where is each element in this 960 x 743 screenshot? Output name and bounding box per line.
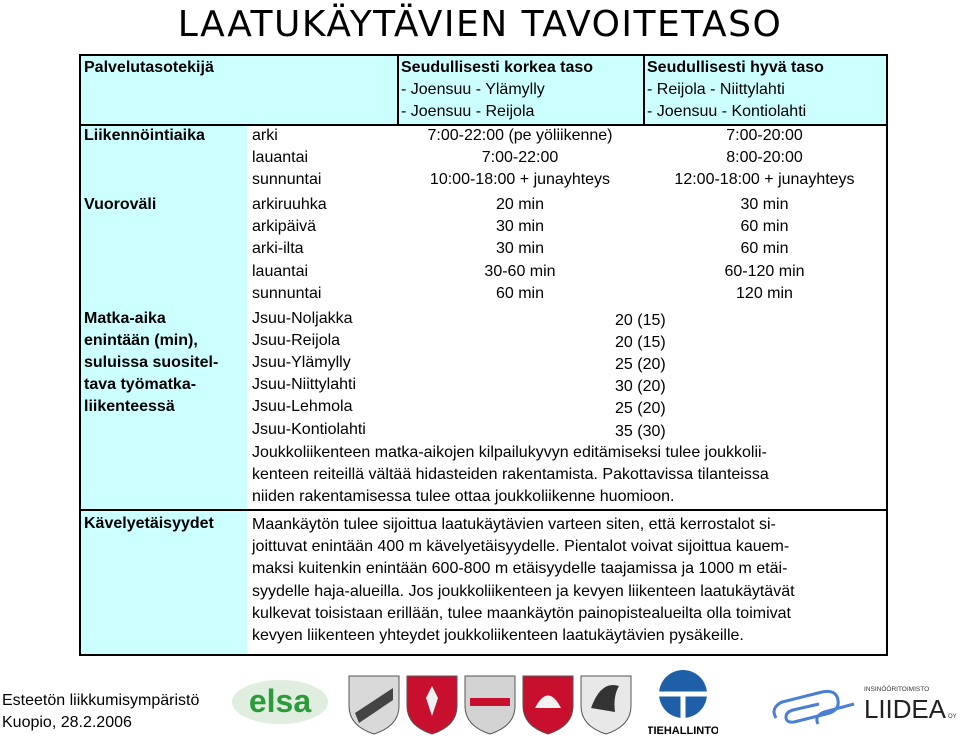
liidea-logo-text: LIIDEA <box>864 694 946 724</box>
travel-route: Jsuu-Niittylahti <box>252 376 357 393</box>
header-col-divider-1 <box>397 56 399 126</box>
travel-time-value: 20 (15) <box>615 334 666 351</box>
headway-high: 60 min <box>495 285 545 302</box>
headway-high: 30 min <box>495 240 545 257</box>
operating-day: arki <box>252 127 278 144</box>
operating-day: lauantai <box>252 149 309 166</box>
walking-distance-text: kulkevat toisistaan erillään, tulee maankäytön painopistealueilta olla toimivat <box>252 605 791 622</box>
header-good-route-1: - Reijola - Niittylahti <box>647 81 785 98</box>
paperclip-icon <box>768 686 868 737</box>
walking-distance-text: kevyen liikenteen yhteydet joukkoliikenteen laatukäytävien pysäkeille. <box>252 627 744 644</box>
tiehallinto-logo <box>648 668 718 743</box>
headway-good: 60 min <box>740 240 789 257</box>
page-title: LAATUKÄYTÄVIEN TAVOITETASO <box>177 4 783 45</box>
header-good-route-2: - Joensuu - Kontiolahti <box>647 103 807 120</box>
liidea-logo <box>862 684 958 729</box>
walking-distance-text: Maankäytön tulee sijoittua laatukäytävien varteen siten, että kerrostalot si- <box>252 516 776 533</box>
travel-route: Jsuu-Ylämylly <box>252 354 351 371</box>
operating-high: 7:00-22:00 (pe yöliikenne) <box>427 127 613 144</box>
headway-high: 30 min <box>495 218 545 235</box>
travel-time-note: kenteen reiteillä vältää hidasteiden rakentamista. Pakottavissa tilanteissa <box>252 466 769 483</box>
travel-route: Jsuu-Kontiolahti <box>252 421 366 438</box>
footer-event: Esteetön liikkumisympäristö <box>2 692 200 709</box>
municipal-coats-of-arms <box>345 668 635 743</box>
operating-good: 7:00-20:00 <box>726 127 803 144</box>
travel-time-value: 30 (20) <box>615 378 666 395</box>
headway-high: 30-60 min <box>484 263 556 280</box>
section-divider-walking <box>81 509 886 511</box>
travel-route: Jsuu-Noljakka <box>252 310 353 327</box>
elsa-logo-text: elsa <box>248 683 312 719</box>
travel-time-value: 20 (15) <box>615 312 666 329</box>
liidea-logo-suffix: OY <box>948 714 957 720</box>
travel-time-note: niiden rakentamisessa tulee ottaa joukkoliikenne huomioon. <box>252 488 675 505</box>
travel-time-value: 25 (20) <box>615 400 666 417</box>
header-high-route-2: - Joensuu - Reijola <box>401 103 535 120</box>
service-level-table <box>79 54 888 656</box>
elsa-logo <box>230 676 330 731</box>
header-col-good: Seudullisesti hyvä taso <box>647 59 824 76</box>
section-label-operating-hours: Liikennöintiaika <box>84 127 205 144</box>
operating-day: sunnuntai <box>252 171 322 188</box>
headway-good: 60 min <box>740 218 789 235</box>
headway-period: lauantai <box>252 263 309 280</box>
operating-good: 12:00-18:00 + junayhteys <box>674 171 855 188</box>
header-col-divider-2 <box>643 56 645 126</box>
walking-distance-text: syydelle haja-alueilla. Jos joukkoliikenteen ja kevyen liikenteen laatukäytävät <box>252 583 795 600</box>
header-high-route-1: - Joensuu - Ylämylly <box>401 81 545 98</box>
section-label-travel-time: tava työmatka- <box>84 376 197 393</box>
travel-time-value: 25 (20) <box>615 356 666 373</box>
tiehallinto-logo-text: TIEHALLINTO <box>648 725 718 737</box>
headway-good: 120 min <box>736 285 793 302</box>
footer-date: Kuopio, 28.2.2006 <box>2 714 132 731</box>
operating-high: 10:00-18:00 + junayhteys <box>429 171 611 188</box>
section-label-travel-time: suluissa suositel- <box>84 354 219 371</box>
headway-good: 60-120 min <box>724 263 805 280</box>
operating-good: 8:00-20:00 <box>726 149 803 166</box>
section-label-headway: Vuoroväli <box>84 196 157 213</box>
liidea-logo-subtitle: INSINÖÖRITOIMISTO <box>864 686 930 693</box>
operating-high: 7:00-22:00 <box>481 149 559 166</box>
headway-period: arki-ilta <box>252 240 304 257</box>
travel-time-note: Joukkoliikenteen matka-aikojen kilpailukyvyn editämiseksi tulee joukkolii- <box>252 444 767 461</box>
travel-route: Jsuu-Reijola <box>252 332 341 349</box>
headway-good: 30 min <box>740 196 789 213</box>
headway-period: arkiruuhka <box>252 196 327 213</box>
headway-high: 20 min <box>495 196 545 213</box>
headway-period: arkipäivä <box>252 218 317 235</box>
section-label-travel-time: enintään (min), <box>84 332 198 349</box>
walking-distance-text: maksi kuitenkin enintään 600-800 m etäisyydelle taajamissa ja 1000 m etäi- <box>252 560 788 577</box>
section-label-travel-time: Matka-aika <box>84 310 166 327</box>
section-label-walking-distance: Kävelyetäisyydet <box>84 515 214 532</box>
travel-time-value: 35 (30) <box>615 423 666 440</box>
section-label-travel-time: liikenteessä <box>84 398 175 415</box>
walking-distance-text: joittuvat enintään 400 m kävelyetäisyydelle. Pientalot voivat sijoittua kauem- <box>252 538 790 555</box>
header-col-high: Seudullisesti korkea taso <box>401 59 594 76</box>
headway-period: sunnuntai <box>252 285 322 302</box>
travel-route: Jsuu-Lehmola <box>252 398 353 415</box>
header-col-factor: Palvelutasotekijä <box>84 59 214 76</box>
